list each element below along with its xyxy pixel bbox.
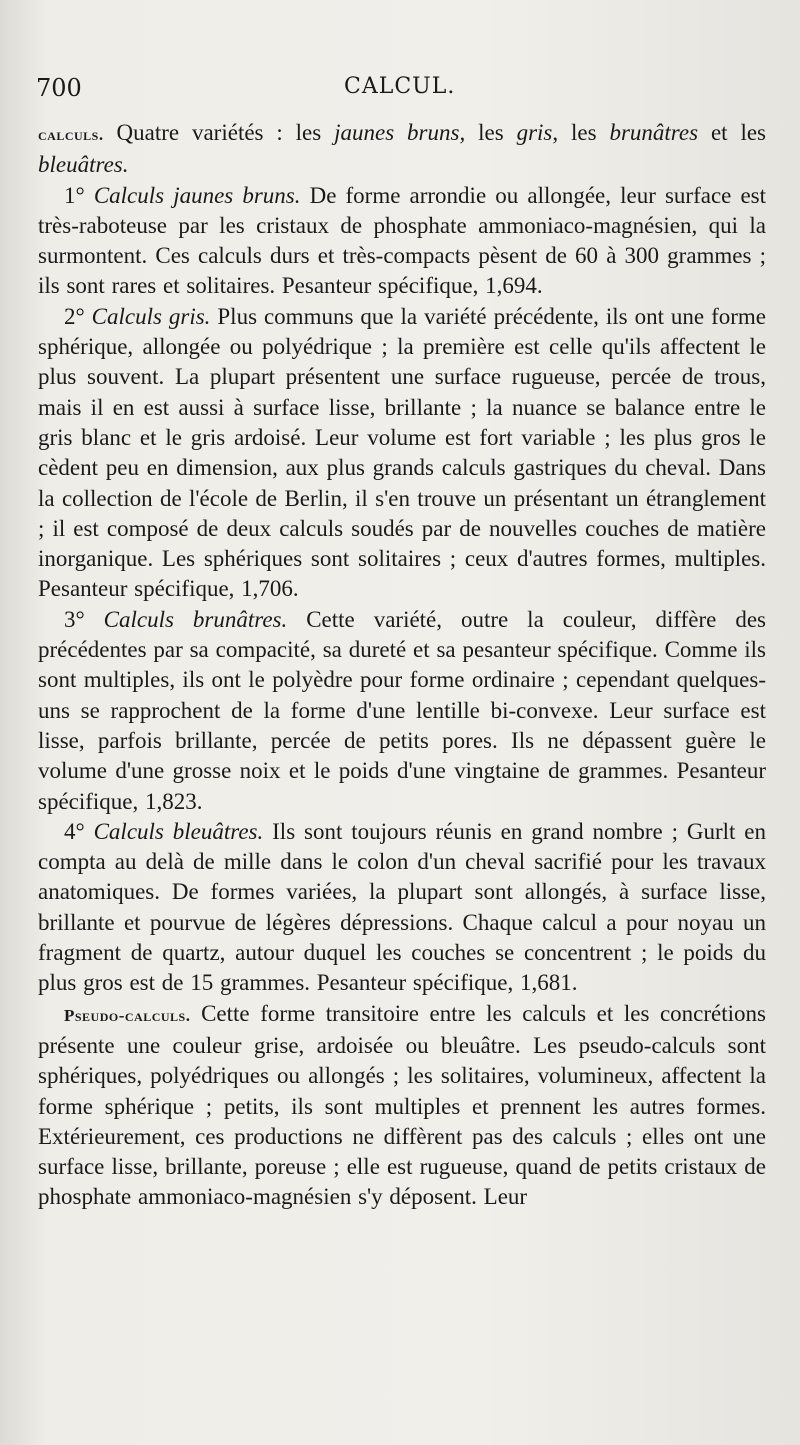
page-header [36,74,766,108]
italic-text: jaunes bruns, [334,120,466,145]
text-run: 4° [64,818,94,844]
page-number: 700 [36,74,82,102]
paragraph [38,181,766,302]
text-run: 1° [64,182,94,208]
text-run: De forme arrondie ou allongée, leur surface est très-raboteuse par les cristaux de phosphate ammoniaco-magnésien, qui la surmontent. Ces calculs durs et très-compacts pèsent de 60 à 300 grammes ; ils sont rares et solitaires. Pesanteur spécifique, 1,694. [38,182,767,299]
text-run: 3° [64,606,104,632]
text-run: Cette variété, outre la couleur, diffère des précédentes par sa compacité, sa dureté et sa pesanteur spécifique. Comme ils sont multiples, ils ont le polyèdre pour forme ordinaire ; cependant quelques-uns se rapprochent de la forme d'une lentille bi-convexe. Leur surface est lisse, parfois brillante, percée de petits pores. Ils ne dépassent guère le volume d'une grosse noix et le poids d'une vingtaine de grammes. Pesanteur spécifique, 1,823. [38,606,766,814]
section-lead: calculs. [38,125,104,144]
text-run: Plus communs que la variété précédente, ils ont une forme sphérique, allongée ou polyédrique ; la première est celle qu'ils affectent le plus souvent. La plupart présentent une surface rugueuse, percée de trous, mais il en est aussi à surface lisse, brillante ; la nuance se balance entre le gris blanc et le gris ardoisé. Leur volume est fort variable ; les plus gros le cèdent peu en dimension, aux plus grands calculs gastriques du cheval. Dans la collection de l'école de Berlin, il s'en trouve un présentant un étranglement ; il est composé de deux calculs soudés par de nouvelles couches de matière inorganique. Les sphériques sont solitaires ; ceux d'autres formes, multiples. Pesanteur spécifique, 1,706. [38,303,766,602]
italic-text: brunâtres [609,120,699,145]
italic-text: Calculs brunâtres. [103,606,288,632]
italic-text: gris [516,120,553,145]
text-run: , les [552,120,610,145]
paragraph [38,302,766,605]
italic-text: bleuâtres. [38,152,129,178]
body-text [38,118,766,1213]
text-run: les [465,120,517,145]
italic-text: Calculs bleuâtres. [93,818,264,844]
running-head: CALCUL. [344,74,456,99]
paragraph [38,817,766,999]
text-run: Quatre variétés : les [103,120,335,145]
text-run: 2° [64,303,92,329]
section-lead: Pseudo-calculs. [64,1005,191,1025]
italic-text: Calculs gris. [91,303,211,329]
text-run: Cette forme transitoire entre les calculs et les concrétions présente une couleur grise, ardoisée ou bleuâtre. Les pseudo-calculs sont sphériques, polyédriques ou allongés ; les solitaires, volumineux, affectent la forme sphérique ; petits, ils sont multiples et prennent les autres formes. Extérieurement, ces productions ne diffèrent pas des calculs ; elles ont une surface lisse, brillante, poreuse ; elle est rugueuse, quand de petits cristaux de phosphate ammoniaco-magnésien s'y déposent. Leur [38,1000,766,1210]
text-run: et les [698,120,766,145]
paragraph [38,999,766,1213]
italic-text: Calculs jaunes bruns. [93,182,301,208]
text-run: Ils sont toujours réunis en grand nombre ; Gurlt en compta au delà de mille dans le colon d'un cheval sacrifié pour les travaux anatomiques. De formes variées, la plupart sont allongés, à surface lisse, brillante et pourvue de légères dépressions. Chaque calcul a pour noyau un fragment de quartz, autour duquel les couches se concentrent ; le poids du plus gros est de 15 grammes. Pesanteur spécifique, 1,681. [38,818,767,996]
paragraph [38,118,766,181]
paragraph [38,605,766,817]
